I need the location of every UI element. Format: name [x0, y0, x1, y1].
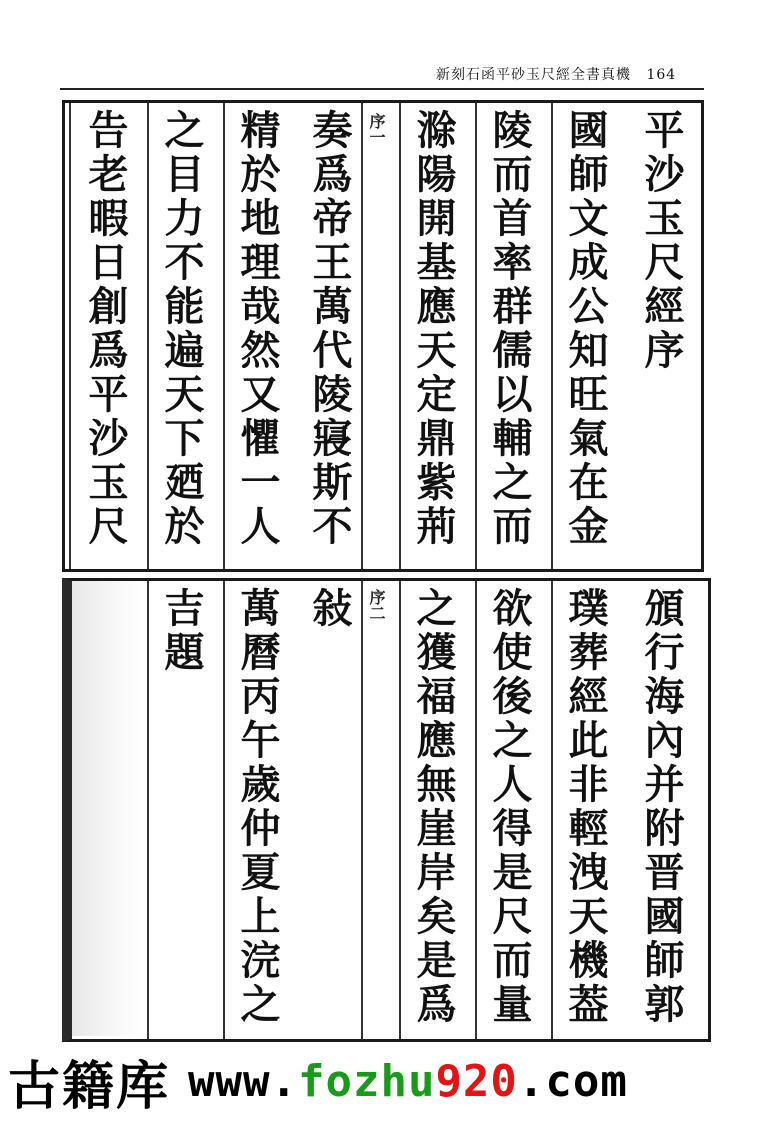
- column-rule: [223, 103, 225, 569]
- url-domain-red: 920: [435, 1055, 518, 1107]
- text-column: 頒行海內并附晋國師郭: [638, 587, 685, 1027]
- column-rule: [147, 103, 149, 569]
- top-text-panel: [62, 100, 704, 572]
- text-column: 璞葬經此非輕洩天機葢: [562, 587, 609, 1027]
- text-column: 陵而首率群儒以輔之而: [486, 109, 533, 549]
- column-rule: [399, 581, 401, 1039]
- center-fold-rule: [361, 581, 363, 1039]
- section-marker: 序二: [367, 589, 386, 621]
- column-rule: [223, 581, 225, 1039]
- watermark-site-name: 古籍库: [8, 1056, 171, 1117]
- text-column: 滁陽開基應天定鼎紫荊: [410, 109, 457, 549]
- bottom-text-panel: [62, 578, 711, 1042]
- book-title: 新刻石函平砂玉尺經全書真機: [436, 67, 631, 83]
- watermark-url: [188, 1056, 628, 1107]
- url-suffix: .com: [517, 1055, 628, 1107]
- header-rule: [60, 88, 704, 90]
- column-rule: [551, 103, 553, 569]
- center-fold-rule: [361, 103, 363, 569]
- column-rule: [475, 581, 477, 1039]
- column-rule: [475, 103, 477, 569]
- text-column: 吉題: [158, 587, 205, 675]
- text-column: 告老暇日創爲平沙玉尺: [82, 109, 129, 549]
- text-column: 平沙玉尺經序: [638, 109, 685, 373]
- column-rule: [551, 581, 553, 1039]
- text-column: 奏爲帝王萬代陵寢斯不: [306, 109, 353, 549]
- column-rule: [147, 581, 149, 1039]
- running-header: [436, 64, 686, 84]
- text-column: 精於地理哉然又懼一人: [234, 109, 281, 549]
- text-column: 萬曆丙午歲仲夏上浣之: [234, 587, 281, 1027]
- text-column: 欲使後之人得是尺而量: [486, 587, 533, 1027]
- text-column: 之目力不能遍天下廼於: [158, 109, 205, 549]
- page-number: 164: [646, 67, 677, 83]
- url-domain-green: fozhu: [297, 1055, 436, 1107]
- text-column: 敍: [306, 587, 353, 631]
- text-column: 國師文成公知旺氣在金: [562, 109, 609, 549]
- site-watermark: [0, 1040, 759, 1122]
- text-column: 之獲福應無崖岸矣是爲: [410, 587, 457, 1027]
- section-marker: 序一: [367, 113, 386, 145]
- url-prefix: www.: [188, 1055, 298, 1107]
- column-rule: [69, 103, 71, 569]
- column-rule: [399, 103, 401, 569]
